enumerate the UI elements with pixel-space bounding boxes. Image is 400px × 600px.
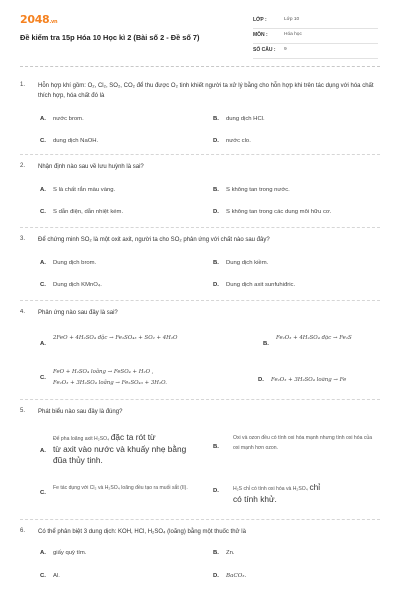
- question-divider: [20, 300, 380, 301]
- equation-line-1: FeO + H₂SO₄ loãng → FeSO₄ + H₂O ,: [53, 369, 154, 375]
- subject-value: Hóa học: [284, 32, 302, 37]
- option-c[interactable]: C. S dẫn điện, dẫn nhiệt kém.: [40, 209, 124, 215]
- question-1: [20, 82, 384, 152]
- question-4: [20, 309, 384, 393]
- option-c[interactable]: C. Fe tác dụng với Cl₂ và H₂SO₄ loãng đều tạo ra muối sắt (II).: [40, 485, 188, 496]
- question-text: Hỗn hợp khí gồm: O₂, Cl₂, SO₂, CO₂ để thu được O₂ tinh khiết người ta xử lý bằng cho hỗn hợp khi trên tác dụng với hóa chất thích hợp, hóa chất đó là: [38, 83, 374, 99]
- question-6: [20, 528, 384, 594]
- question-count-label: SỐ CÂU :: [253, 47, 276, 53]
- question-text: Có thể phân biệt 3 dung dịch: KOH, HCl, H₂SO₄ (loãng) bằng một thuốc thử là: [38, 529, 246, 535]
- subject-label: MÔN :: [253, 32, 268, 38]
- question-number: 4.: [20, 309, 26, 315]
- exam-info: [253, 14, 378, 59]
- question-divider: [20, 154, 380, 155]
- option-a[interactable]: A. nước brom.: [40, 116, 84, 122]
- option-a[interactable]: A. Dung dịch brom.: [40, 260, 97, 266]
- question-3: [20, 236, 384, 296]
- question-number: 1.: [20, 82, 26, 88]
- option-d[interactable]: D. BaCO₃.: [213, 573, 247, 579]
- page-title: Đề kiểm tra 15p Hóa 10 Học kì 2 (Bài số 2 - Đề số 7): [20, 33, 200, 42]
- option-c[interactable]: C. FeO + H₂SO₄ loãng → FeSO₄ + H₂O , Fe₂O₃ + 3H₂SO₄ loãng → Fe₂SO₄₃ + 3H₂O.: [40, 367, 167, 389]
- question-count-value: 9: [284, 47, 287, 52]
- option-b[interactable]: B. Zn.: [213, 550, 235, 556]
- logo-suffix: .vn: [49, 19, 58, 25]
- question-number: 6.: [20, 528, 26, 534]
- page-header: [0, 0, 400, 66]
- option-b[interactable]: B.Fe₂O₃ + 4H₂SO₄ đặc → Fe₂S: [263, 335, 352, 347]
- option-a[interactable]: A. S là chất rắn màu vàng.: [40, 187, 116, 193]
- option-c[interactable]: C. Al.: [40, 573, 60, 579]
- question-divider: [20, 399, 380, 400]
- option-b[interactable]: B. Dung dịch kiềm.: [213, 260, 269, 266]
- option-b[interactable]: B. Oxi và ozon đều có tính oxi hóa mạnh nhưng tính oxi hóa của oxi mạnh hơn ozon.: [213, 435, 373, 451]
- question-text: Phát biểu nào sau đây là đúng?: [38, 409, 123, 415]
- class-label: LỚP :: [253, 17, 267, 23]
- option-d[interactable]: D. Fe₂O₃ + 3H₂SO₄ loãng → Fe: [258, 377, 347, 383]
- equation-line-2: Fe₂O₃ + 3H₂SO₄ loãng → Fe₂SO₄₃ + 3H₂O.: [53, 380, 167, 386]
- option-a[interactable]: A.2FeO + 4H₂SO₄ đặc → Fe₂SO₄₃ + SO₂ + 4H₂O: [40, 335, 178, 347]
- option-d[interactable]: D. Dung dịch axit sunfuhiđric.: [213, 282, 296, 288]
- question-number: 3.: [20, 236, 26, 242]
- site-logo[interactable]: [20, 13, 57, 26]
- question-text: Nhận định nào sau về lưu huỳnh là sai?: [38, 164, 144, 170]
- header-divider: [20, 66, 380, 67]
- option-a[interactable]: A. giấy quỳ tím.: [40, 550, 87, 556]
- option-b[interactable]: B. dung dịch HCl.: [213, 116, 265, 122]
- logo-text: 2048: [20, 13, 50, 26]
- option-d[interactable]: D. S không tan trong các dung môi hữu cơ.: [213, 209, 332, 215]
- subject-row: [253, 29, 378, 44]
- question-count-row: [253, 44, 378, 59]
- option-a[interactable]: A. Để pha loãng axit H₂SO₄ đặc ta rót từ từ axit vào nước và khuấy nhẹ bằng đũa thủy tinh.: [40, 432, 187, 465]
- option-c[interactable]: C. dung dịch NaOH.: [40, 138, 99, 144]
- class-value: Lớp 10: [284, 17, 300, 22]
- option-d[interactable]: D. H₂S chỉ có tính oxi hóa và H₂SO₄ chỉ có tính khử.: [213, 482, 321, 504]
- option-b[interactable]: B. S không tan trong nước.: [213, 187, 290, 193]
- option-d[interactable]: D. nước clo.: [213, 138, 251, 144]
- question-text: Phản ứng nào sau đây là sai?: [38, 310, 118, 316]
- question-number: 5.: [20, 408, 26, 414]
- question-2: [20, 163, 384, 223]
- question-divider: [20, 227, 380, 228]
- class-row: [253, 14, 378, 29]
- question-divider: [20, 519, 380, 520]
- question-number: 2.: [20, 163, 26, 169]
- question-text: Để chứng minh SO₂ là một oxit axit, người ta cho SO₂ phản ứng với chất nào sau đây?: [38, 237, 270, 243]
- option-c[interactable]: C. Dung dịch KMnO₄.: [40, 282, 102, 288]
- question-5: [20, 408, 384, 518]
